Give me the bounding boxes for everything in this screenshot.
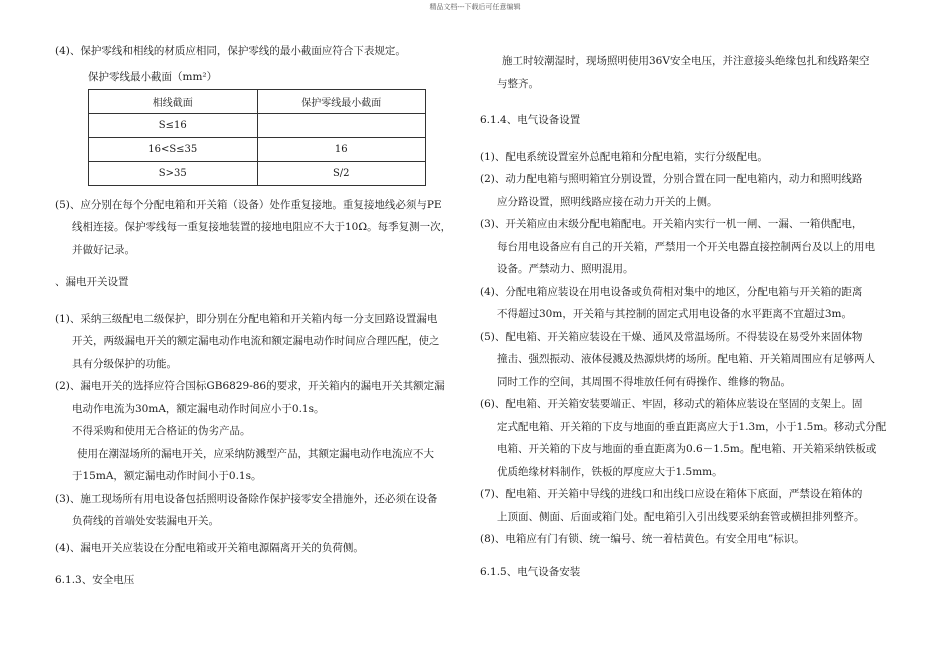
table-row	[89, 137, 426, 161]
setup-item-3	[480, 213, 900, 281]
table-row	[89, 161, 426, 185]
right-column	[480, 50, 900, 583]
table-cell: 16	[257, 137, 426, 161]
text-line: 并做好记录。	[72, 243, 135, 256]
text-line: 撞击、强烈振动、液体侵溅及热源烘烤的场所。配电箱、开关箱周围应有足够两人	[497, 353, 875, 365]
setup-item-5	[480, 326, 900, 394]
text-line: (2)、漏电开关的选择应符合国标GB6829-86的要求，开关箱内的漏电开关其额定漏	[55, 380, 445, 392]
text-line: 开关，两级漏电开关的额定漏电动作电流和额定漏电动作时间应合理匹配，使之	[72, 335, 440, 347]
text-line: 电动作电流为30mA，额定漏电动作时间应小于0.1s。	[72, 402, 325, 415]
table-cell: S≤16	[89, 113, 258, 137]
conductor-table	[88, 89, 426, 186]
setup-item-7	[480, 483, 900, 528]
text-line: 施工时较潮湿时，现场照明使用36V安全电压，并注意接头绝缘包扎和线路架空	[502, 55, 870, 67]
table-header-cell: 相线截面	[89, 89, 258, 113]
paragraph-4: (4)、保护零线和相线的材质应相同，保护零线的最小截面应符合下表规定。	[55, 45, 406, 57]
setup-item-8: (8)、电箱应有门有锁、统一编号、统一着桔黄色。有安全用电”标识。	[480, 533, 805, 545]
text-line: (2)、动力配电箱与照明箱宜分别设置，分别合置在同一配电箱内，动力和照明线路	[480, 173, 863, 185]
text-line: (1)、采纳三级配电二级保护，即分别在分配电箱和开关箱内每一分支回路设置漏电	[55, 312, 438, 325]
leak-item-3	[55, 488, 475, 533]
text-line: 与整齐。	[497, 77, 539, 90]
leak-item-1	[55, 308, 475, 376]
setup-item-1: (1)、配电系统设置室外总配电箱和分配电箱，实行分级配电。	[480, 150, 768, 163]
text-line: (3)、施工现场所有用电设备包括照明设备除作保护接零安全措施外，还必须在设备	[55, 492, 438, 505]
text-line: 同时工作的空间，其周围不得堆放任何有碍操作、维修的物品。	[497, 375, 791, 388]
setup-item-2	[480, 168, 900, 213]
header-note: 精品文档---下载后可任意编辑	[429, 3, 521, 11]
text-line: (4)、分配电箱应装设在用电设备或负荷相对集中的地区，分配电箱与开关箱的距离	[480, 285, 863, 298]
leak-item-2	[55, 375, 475, 488]
text-line: (6)、配电箱、开关箱安装要端正、牢固，移动式的箱体应装设在坚固的支架上。固	[480, 398, 863, 410]
table-cell: S>35	[89, 161, 258, 185]
section-heading-leak: 、漏电开关设置	[55, 276, 129, 288]
section-heading-setup: 6.1.4、电气设备设置	[480, 114, 581, 126]
left-column	[55, 40, 475, 592]
text-line: 不得采购和使用无合格证的伪劣产品。	[72, 425, 251, 437]
table-row	[89, 113, 426, 137]
text-line: 电箱、开关箱的下皮与地面的垂直距离为0.6－1.5m。配电箱、开关箱采纳铁板或	[497, 443, 877, 455]
text-line: 每台用电设备应有自己的开关箱，严禁用一个开关电器直接控制两台及以上的用电	[497, 240, 875, 253]
text-line: 于15mA，额定漏电动作时间小于0.1s。	[72, 470, 262, 482]
setup-item-6	[480, 393, 900, 483]
table-cell	[257, 113, 426, 137]
text-line: 负荷线的首端处安装漏电开关。	[72, 515, 219, 527]
table-header-cell: 保护零线最小截面	[257, 89, 426, 113]
table-cell: S/2	[257, 161, 426, 185]
table-header-row	[89, 89, 426, 113]
table-caption: 保护零线最小截面（mm²）	[88, 70, 218, 83]
text-line: (5)、应分别在每个分配电箱和开关箱（设备）处作重复接地。重复接地线必须与PE	[55, 198, 442, 211]
text-line: 不得超过30m，开关箱与其控制的固定式用电设备的水平距离不宜超过3m。	[497, 308, 852, 320]
text-line: 上顶面、侧面、后面或箱门处。配电箱引入引出线要采纳套管或横担排列整齐。	[497, 510, 865, 523]
text-line: (3)、开关箱应由末级分配电箱配电。开关箱内实行一机一闸、一漏、一箱供配电，	[480, 218, 863, 230]
leak-item-4: (4)、漏电开关应装设在分配电箱或开关箱电源隔离开关的负荷侧。	[55, 541, 364, 554]
voltage-intro	[480, 50, 900, 95]
text-line: 使用在潮湿场所的漏电开关，应采纳防溅型产品，其额定漏电动作电流应不大	[77, 447, 434, 460]
section-heading-voltage: 6.1.3、安全电压	[55, 574, 135, 586]
text-line: 优质绝缘材料制作，铁板的厚度应大于1.5mm。	[497, 465, 723, 478]
setup-item-4	[480, 281, 900, 326]
paragraph-5	[55, 194, 475, 262]
text-line: 应分路设置，照明线路应接在动力开关的上侧。	[497, 195, 718, 208]
table-cell: 16<S≤35	[89, 137, 258, 161]
text-line: 定式配电箱、开关箱的下皮与地面的垂直距离应大于1.3m，小于1.5m。移动式分配	[497, 420, 887, 433]
text-line: (5)、配电箱、开关箱应装设在干燥、通风及常温场所。不得装设在易受外来固体物	[480, 330, 863, 343]
text-line: 设备。严禁动力、照明混用。	[497, 263, 634, 275]
text-line: 具有分级保护的功能。	[72, 357, 177, 370]
section-heading-install: 6.1.5、电气设备安装	[480, 565, 581, 578]
text-line: (7)、配电箱、开关箱中导线的进线口和出线口应设在箱体下底面，严禁设在箱体的	[480, 488, 863, 500]
text-line: 线相连接。保护零线每一重复接地装置的接地电阻应不大于10Ω。每季复测一次，	[72, 221, 452, 233]
